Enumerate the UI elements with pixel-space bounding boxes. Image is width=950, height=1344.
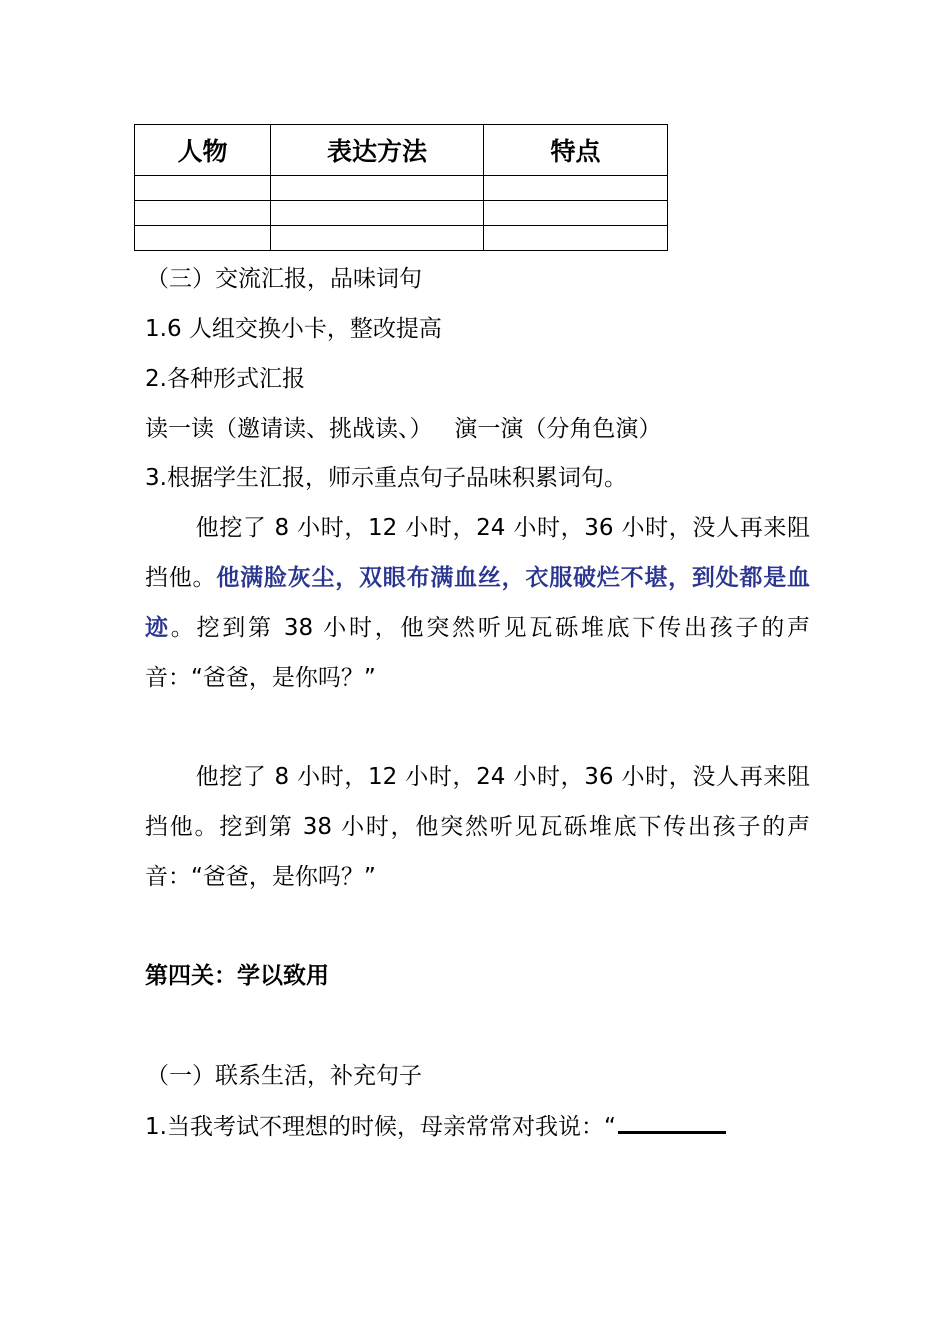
passage-text: 。挖到第 38 小时，他突然听见瓦砾堆底下传出孩子的声音：“爸爸，是你吗？” bbox=[145, 615, 810, 691]
table-header-cell: 表达方法 bbox=[271, 125, 484, 176]
answer-blank[interactable] bbox=[618, 1111, 726, 1134]
table-header-cell: 特点 bbox=[484, 125, 668, 176]
table-row bbox=[135, 226, 668, 251]
passage-highlighted bbox=[145, 503, 810, 703]
table-row bbox=[135, 201, 668, 226]
table-header-cell: 人物 bbox=[135, 125, 271, 176]
read-perform-line: 读一读（邀请读、挑战读、） 演一演（分角色演） bbox=[145, 416, 662, 442]
step-one: 1.6 人组交换小卡，整改提高 bbox=[145, 316, 442, 342]
table-cell[interactable] bbox=[135, 226, 271, 251]
table-cell[interactable] bbox=[484, 201, 668, 226]
sentence-text: 1.当我考试不理想的时候，母亲常常对我说：“ bbox=[145, 1114, 616, 1140]
step-three: 3.根据学生汇报，师示重点句子品味积累词句。 bbox=[145, 465, 627, 491]
section-one-title: （一）联系生活，补充句子 bbox=[146, 1063, 422, 1089]
highlighted-sentence: 他满脸灰尘，双眼布满血丝，衣服破烂不堪，到处都是血迹 bbox=[145, 565, 811, 641]
level-four-title: 第四关：学以致用 bbox=[145, 963, 329, 989]
fill-in-sentence bbox=[145, 1111, 726, 1142]
table-cell[interactable] bbox=[135, 201, 271, 226]
passage-text: 他挖了 8 小时，12 小时，24 小时，36 小时，没人再来阻挡他。 bbox=[145, 515, 810, 591]
worksheet-table bbox=[134, 124, 668, 251]
table-row bbox=[135, 176, 668, 201]
passage-plain bbox=[145, 752, 810, 902]
table-cell[interactable] bbox=[271, 176, 484, 201]
table-cell[interactable] bbox=[484, 226, 668, 251]
table-cell[interactable] bbox=[271, 201, 484, 226]
table-header-row bbox=[135, 125, 668, 176]
step-two: 2.各种形式汇报 bbox=[145, 366, 305, 392]
section-three-title: （三）交流汇报，品味词句 bbox=[146, 266, 422, 292]
table-cell[interactable] bbox=[484, 176, 668, 201]
passage-text: 他挖了 8 小时，12 小时，24 小时，36 小时，没人再来阻挡他。挖到第 38 小时，他突然听见瓦砾堆底下传出孩子的声音：“爸爸，是你吗？” bbox=[145, 764, 810, 890]
table-cell[interactable] bbox=[271, 226, 484, 251]
table-cell[interactable] bbox=[135, 176, 271, 201]
